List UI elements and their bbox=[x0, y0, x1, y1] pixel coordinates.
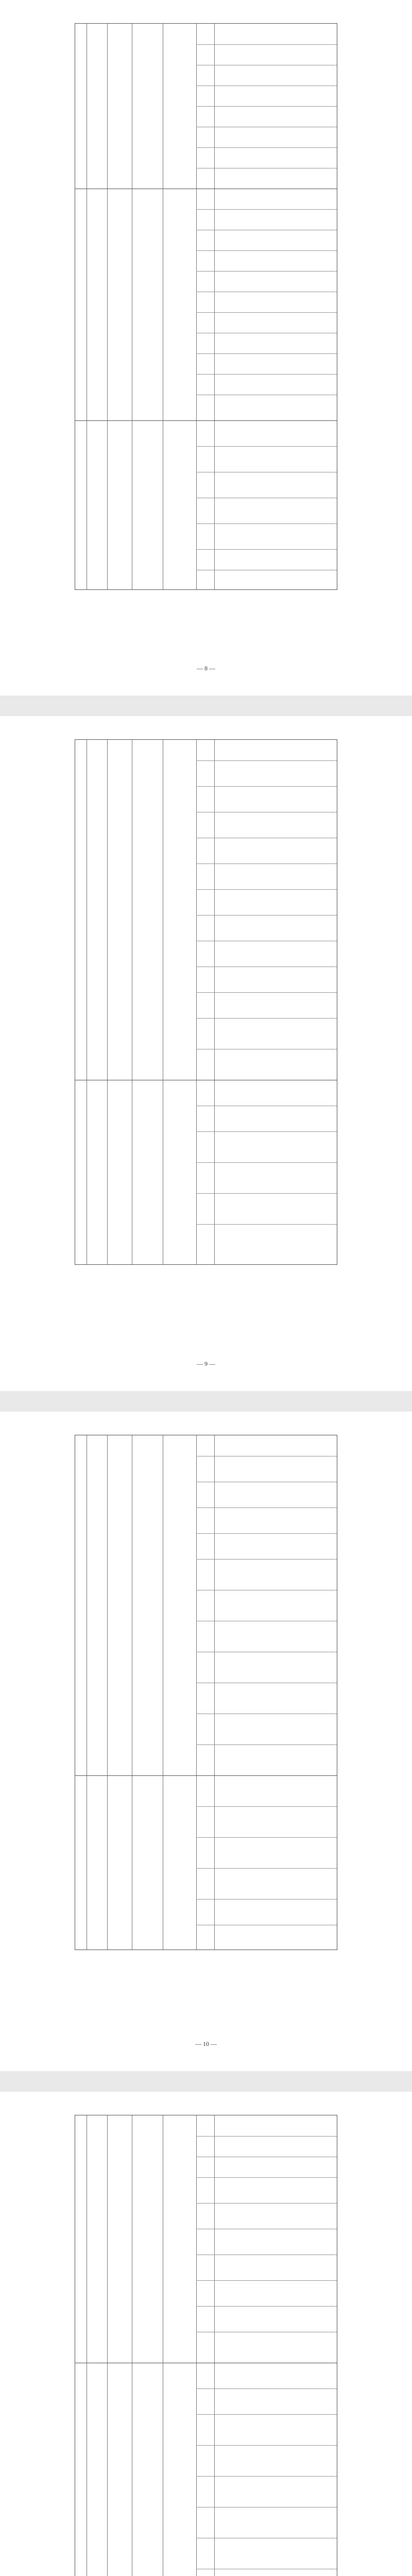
document-page-10 bbox=[0, 1412, 412, 2071]
page-number: — 9 — bbox=[197, 1360, 215, 1367]
page-number: — 10 — bbox=[195, 2040, 217, 2047]
document-page-8 bbox=[0, 0, 412, 696]
table-block bbox=[75, 2115, 337, 2576]
document-page-11 bbox=[0, 2092, 412, 2576]
table-block bbox=[75, 1435, 337, 1950]
table-block bbox=[75, 23, 337, 590]
table-block bbox=[75, 739, 337, 1265]
page-number: — 8 — bbox=[197, 665, 215, 672]
document-page-9 bbox=[0, 716, 412, 1391]
